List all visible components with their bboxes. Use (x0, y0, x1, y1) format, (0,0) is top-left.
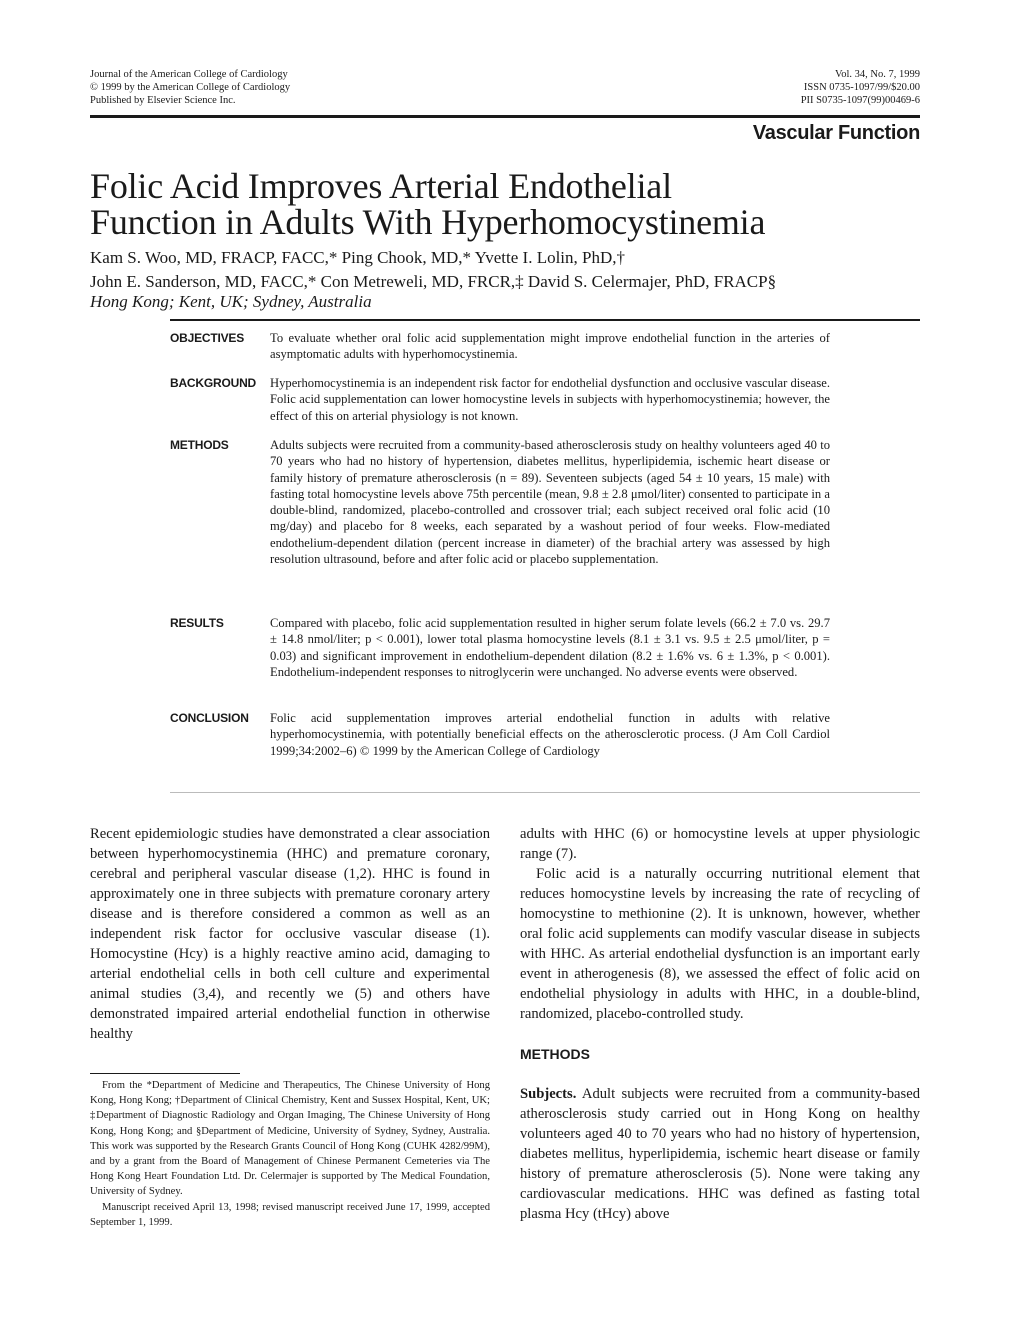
issn-line: ISSN 0735-1097/99/$20.00 (803, 82, 920, 93)
journal-header-left (90, 68, 290, 107)
author-list (90, 246, 776, 294)
subjects-text: Adult subjects were recruited from a community-based atherosclerosis study carried out in Hong Kong on healthy volunteers aged 40 to 70 years who had no history of hypertension, diabetes mellitus, hyperlipidemia, ischemic heart disease or family history of premature atherosclerosis (5). None were taking any cardiovascular medications. HHC was defined as fasting total plasma Hcy (tHcy) above (520, 1086, 920, 1222)
footnote-rule (90, 1073, 240, 1074)
volume-line: Vol. 34, No. 7, 1999 (835, 69, 920, 80)
intro-paragraph: Recent epidemiologic studies have demonstrated a clear association between hyperhomocystinemia (HHC) and premature coronary, cerebral and peripheral vascular disease (1,2). HHC is found in approximately one in three subjects with premature coronary artery disease and is therefore considered a common as well as an independent risk factor for occlusive vascular disease (1). Homocystine (Hcy) is a highly reactive amino acid, damaging to arterial endothelial cells in both cell culture and experimental animal studies (3,4), and recently we (5) and others have demonstrated impaired arterial endothelial function in otherwise healthy (90, 826, 490, 1042)
subjects-paragraph (520, 1084, 920, 1224)
body-column-right (520, 824, 920, 1224)
abstract-top-rule (170, 319, 920, 321)
footnotes (90, 1078, 490, 1230)
header-rule (90, 115, 920, 118)
manuscript-dates-footnote: Manuscript received April 13, 1998; revised manuscript received June 17, 1999, accepted September 1, 1999. (90, 1201, 490, 1228)
authors-line-2: John E. Sanderson, MD, FACC,* Con Metreweli, MD, FRCR,‡ David S. Celermajer, PhD, FRACP§ (90, 272, 777, 291)
pii-line: PII S0735-1097(99)00469-6 (800, 95, 920, 106)
methods-heading: METHODS (520, 1046, 590, 1062)
article-title (90, 168, 765, 240)
journal-header-right (801, 68, 920, 107)
abstract-label: METHODS (170, 438, 229, 452)
journal-name: Journal of the American College of Cardiology (90, 69, 288, 80)
intro-paragraph-continued: adults with HHC (6) or homocystine levels at upper physiologic range (7). (520, 826, 920, 862)
abstract-text: Compared with placebo, folic acid supplementation resulted in higher serum folate levels (66.2 ± 7.0 vs. 29.7 ± 14.8 nmol/liter; p < 0.001), lower total plasma homocystine levels (8.1 ± 3.1 vs. 9.5 ± 2.5 μmol/liter, p = 0.03) and significant improvement in endothelium-dependent dilation (8.2 ± 1.6% vs. 6 ± 1.3%, p < 0.001). Endothelium-independent responses to nitroglycerin were unchanged. No adverse events were observed. (270, 616, 830, 679)
copyright-line: © 1999 by the American College of Cardiology (90, 82, 291, 93)
publisher-line: Published by Elsevier Science Inc. (90, 95, 236, 106)
title-line-1: Folic Acid Improves Arterial Endothelial (90, 166, 672, 206)
section-label: Vascular Function (752, 122, 920, 144)
abstract-label: CONCLUSION (170, 711, 249, 725)
abstract-bottom-rule (170, 792, 920, 793)
subjects-runin-heading: Subjects. (520, 1086, 577, 1102)
abstract-label: BACKGROUND (170, 376, 256, 390)
authors-line-1: Kam S. Woo, MD, FRACP, FACC,* Ping Chook, MD,* Yvette I. Lolin, PhD,† (90, 248, 626, 267)
folic-acid-paragraph: Folic acid is a naturally occurring nutritional element that reduces homocystine levels by increasing the rate of recycling of homocystine to methionine (2). It is unknown, however, whether oral folic acid supplements can modify vascular disease in subjects with HHC. As arterial endothelial dysfunction is an important early event in atherogenesis (8), we assessed the effect of folic acid on endothelial physiology in adults with HHC, in a double-blind, randomized, placebo-controlled study. (520, 866, 920, 1022)
affiliation-locations: Hong Kong; Kent, UK; Sydney, Australia (90, 292, 372, 311)
abstract-text: Hyperhomocystinemia is an independent risk factor for endothelial dysfunction and occlusive vascular disease. Folic acid supplementation can lower homocystine levels in subjects with hyperhomocystinemia; however, the effect of this on arterial physiology is not known. (270, 376, 830, 423)
abstract-text: Folic acid supplementation improves arterial endothelial function in adults with relative hyperhomocystinemia, with potentially beneficial effects on the atherosclerotic process. (J Am Coll Cardiol 1999;34:2002–6) © 1999 by the American College of Cardiology (270, 711, 830, 758)
body-column-left (90, 824, 490, 1044)
abstract-text: Adults subjects were recruited from a community-based atherosclerosis study on healthy volunteers aged 40 to 70 years who had no history of hypertension, diabetes mellitus, hyperlipidemia, ischemic heart disease or family history of premature atherosclerosis (n = 89). Seventeen subjects (aged 54 ± 10 years, 15 male) with fasting total homocystine levels above 75th percentile (mean, 9.8 ± 2.8 μmol/liter) consented to participate in a double-blind, randomized, placebo-controlled and crossover trial; each subject received oral folic acid (10 mg/day) and placebo for 8 weeks, each separated by a washout period of four weeks. Flow-mediated endothelium-dependent dilation (percent increase in diameter) of the brachial artery was assessed by high resolution ultrasound, before and after folic acid or placebo supplementation. (270, 438, 830, 567)
abstract-label: OBJECTIVES (170, 331, 245, 345)
abstract-text: To evaluate whether oral folic acid supplementation might improve endothelial function in the arteries of asymptomatic adults with hyperhomocystinemia. (270, 331, 830, 362)
title-line-2: Function in Adults With Hyperhomocystinemia (90, 202, 766, 242)
affiliation-footnote: From the *Department of Medicine and Therapeutics, The Chinese University of Hong Kong, Hong Kong; †Department of Clinical Chemistry, Kent and Sussex Hospital, Kent, UK; ‡Department of Diagnostic Radiology and Organ Imaging, The Chinese University of Hong Kong, Hong Kong; and §Department of Medicine, University of Sydney, Sydney, Australia. This work was supported by the Research Grants Council of Hong Kong (CUHK 4282/99M), and by a grant from the Board of Management of Chinese Permanent Cemeteries via The Hong Kong Heart Foundation Ltd. Dr. Celermajer is supported by The Medical Foundation, University of Sydney. (90, 1080, 490, 1198)
abstract-label: RESULTS (170, 616, 224, 630)
